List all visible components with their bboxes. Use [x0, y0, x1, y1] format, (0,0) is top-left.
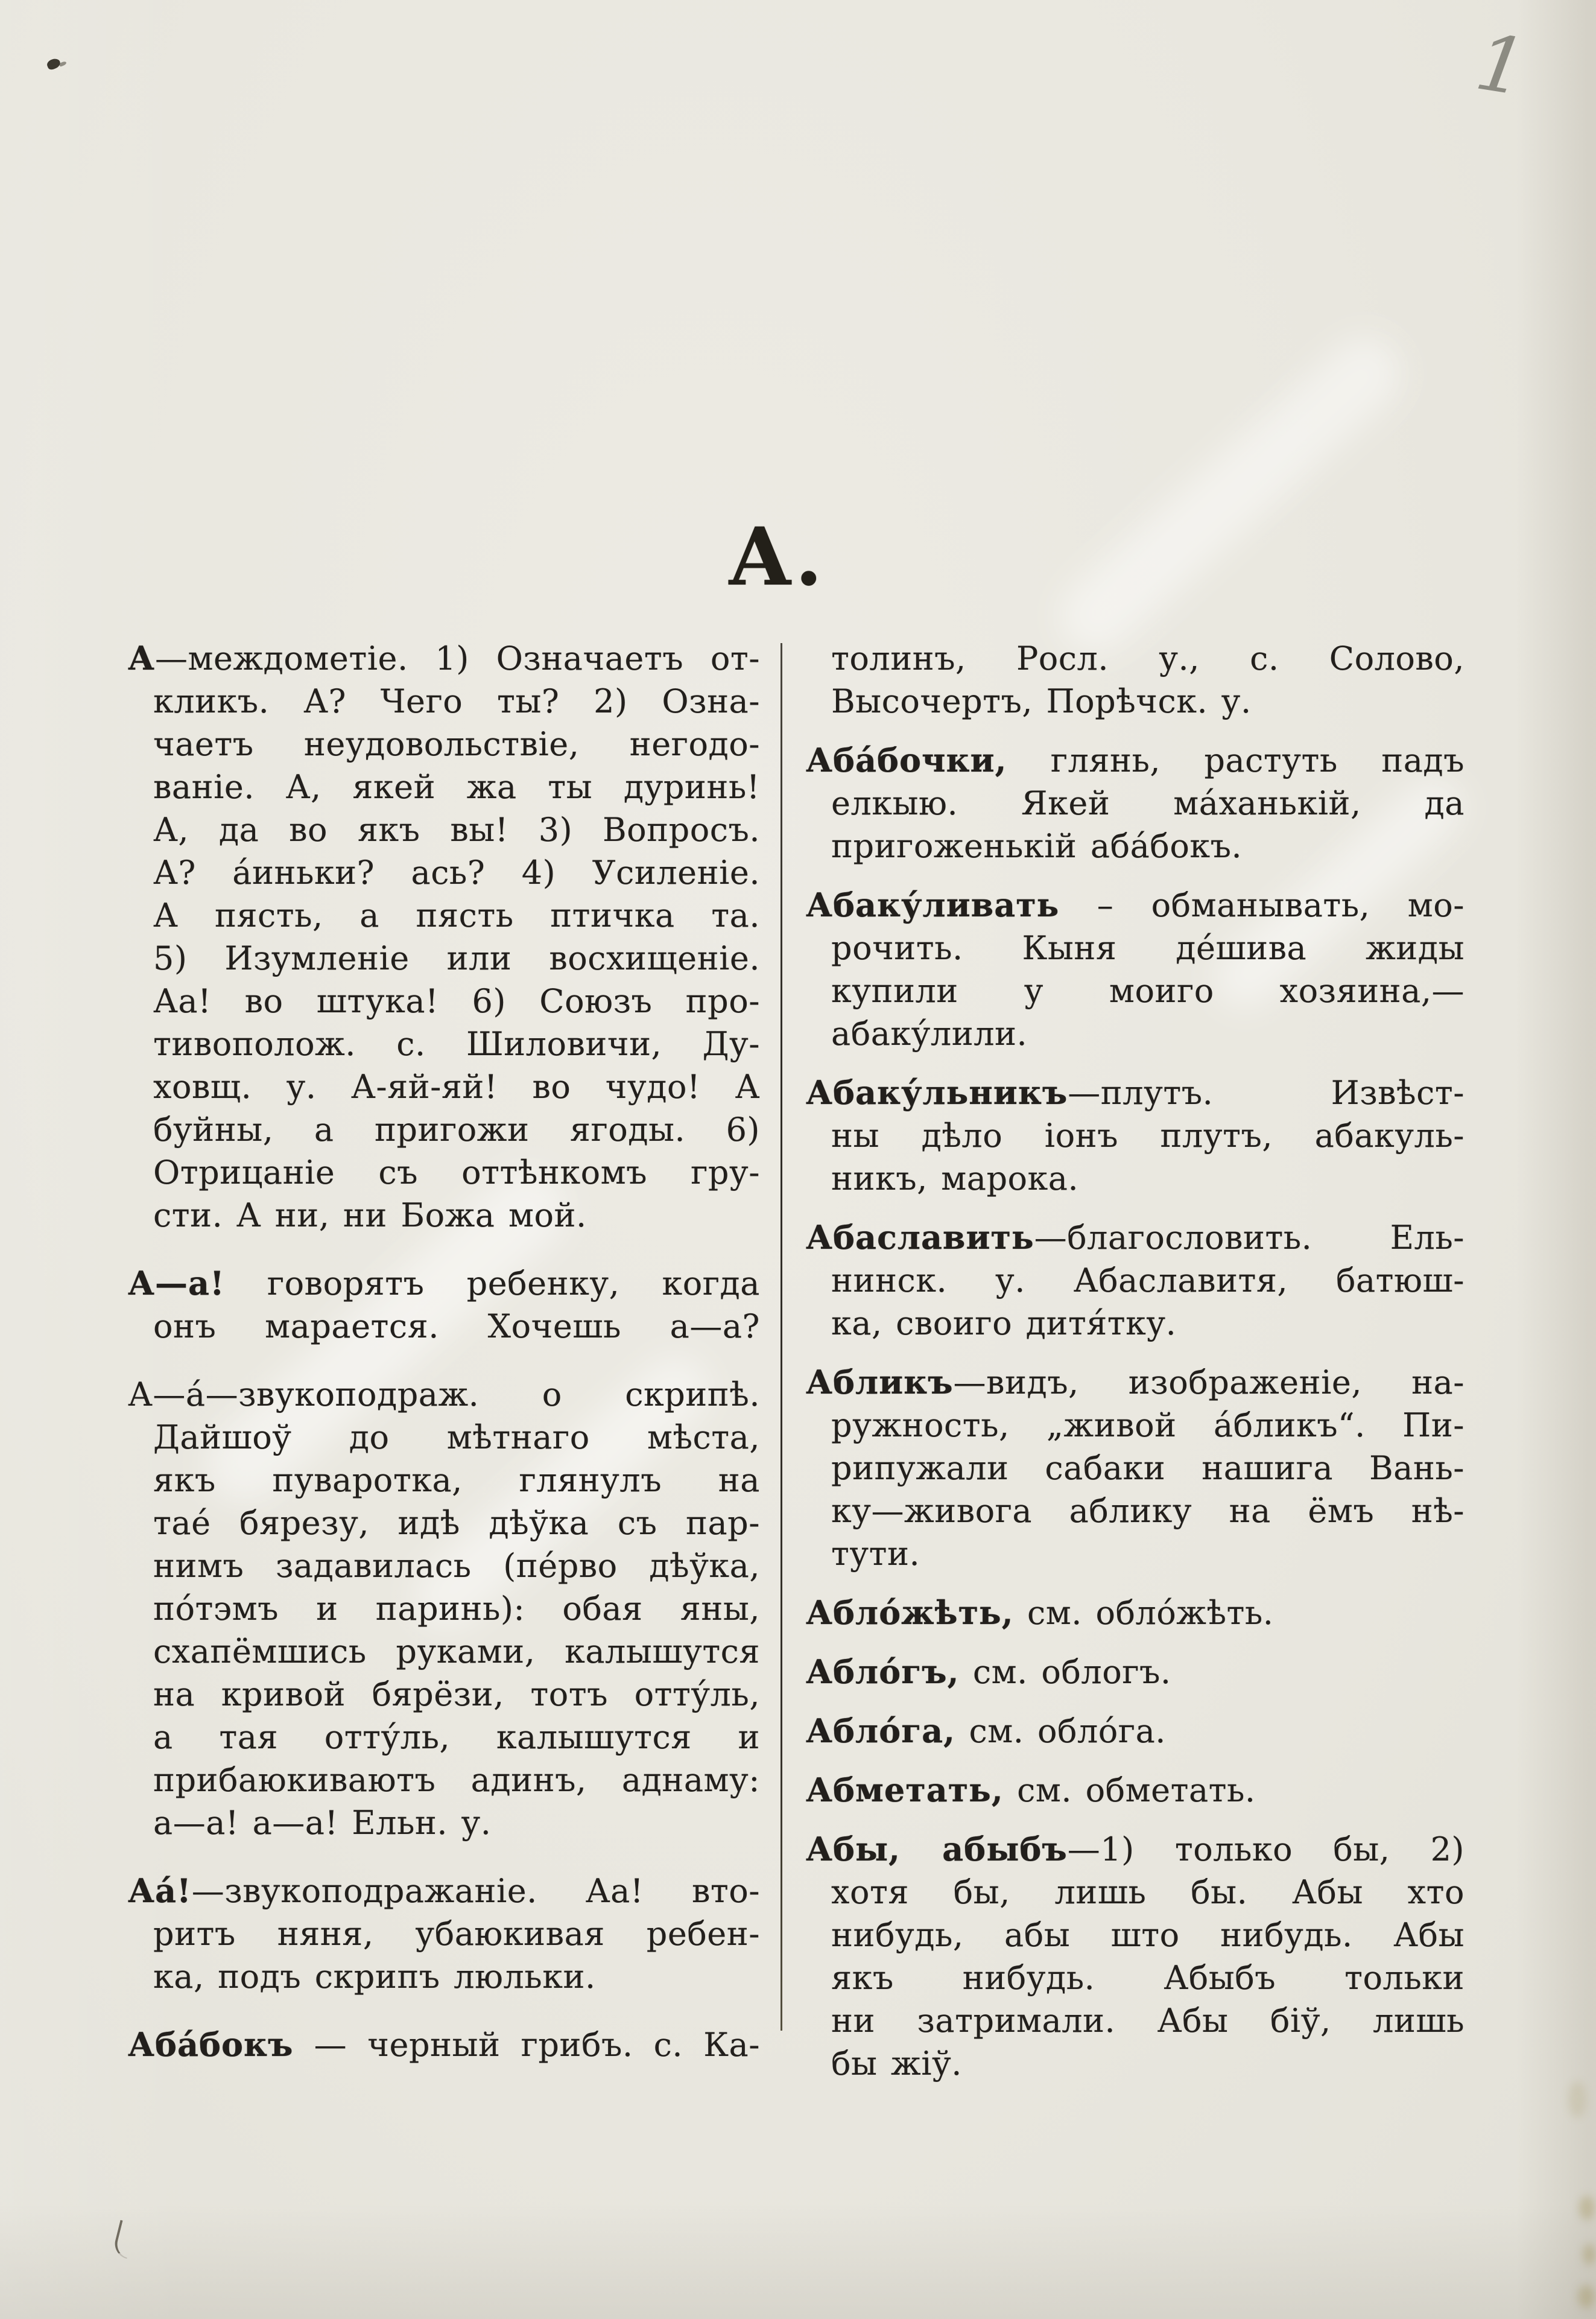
text-line: ны дѣло іонъ плутъ, абакуль- — [831, 1117, 1465, 1155]
text-line: якъ пуваротка, глянулъ на — [153, 1461, 760, 1499]
text-line: Абаку́льникъ—плутъ. Извѣст- — [806, 1073, 1465, 1112]
text-line: Аба́бочки, глянь, растуть падъ — [806, 741, 1465, 779]
headword: Аба́бокъ — [128, 2025, 294, 2064]
headword: Абло́гъ, — [806, 1652, 960, 1691]
text-line: ка, подъ скрипъ люльки. — [153, 1958, 596, 1996]
text-line: тивополож. с. Шиловичи, Ду- — [153, 1025, 760, 1063]
headword: Аба́бочки, — [806, 741, 1007, 779]
dictionary-entry — [806, 1651, 1465, 1693]
headword: Абло́га, — [806, 1711, 955, 1750]
page-edge-stain — [1579, 2196, 1595, 2220]
dictionary-entry — [806, 1828, 1465, 2085]
text-line: бы жіў. — [831, 2045, 962, 2083]
text-line: Абло́гъ, см. облогъ. — [806, 1652, 1171, 1691]
text-line: Отрицаніе съ оттѣнкомъ гру- — [153, 1153, 760, 1191]
dictionary-entry — [128, 1373, 760, 1844]
text-line: ритъ няня, убаюкивая ребен- — [153, 1915, 760, 1953]
text-line: ка, своиго дитя́тку. — [831, 1304, 1177, 1342]
text-line: нимъ задавилась (пе́рво дѣўка, — [153, 1547, 760, 1585]
headword: А—а! — [128, 1264, 225, 1302]
text-line: А, да во якъ вы! 3) Вопросъ. — [153, 811, 760, 849]
headword: Аа́! — [128, 1871, 192, 1910]
text-line: чаетъ неудовольствіе, негодо- — [153, 725, 760, 763]
text-line: по́тэмъ и паринь): обая яны, — [153, 1590, 760, 1628]
dictionary-entry — [128, 1870, 760, 1998]
stray-pen-mark — [112, 2220, 136, 2259]
text-line: Высочертъ, Порѣчск. у. — [831, 682, 1252, 720]
text-line: кликъ. А? Чего ты? 2) Озна- — [153, 682, 760, 720]
text-line: нинск. у. Абаславитя, батюш- — [831, 1261, 1465, 1299]
headword: Абметать, — [806, 1771, 1004, 1809]
text-line: а—а! а—а! Ельн. у. — [153, 1804, 492, 1842]
section-heading-letter: А. — [727, 510, 825, 604]
text-line: никъ, марока. — [831, 1160, 1079, 1198]
scan-watermark-streak — [1045, 323, 1416, 667]
text-line: Абаку́ливать – обманывать, мо- — [806, 886, 1465, 924]
text-line: на кривой бярёзи, тотъ отту́ль, — [153, 1675, 760, 1713]
text-line: Абло́жѣть, см. обло́жѣть. — [806, 1593, 1274, 1632]
headword: Абаславить — [806, 1218, 1034, 1257]
page-edge-stain — [1578, 2285, 1595, 2308]
headword: Абло́жѣть, — [806, 1593, 1014, 1632]
text-line: А пясть, а пясть птичка та. — [153, 896, 760, 934]
text-line: Абы, абыбъ—1) только бы, 2) — [806, 1830, 1465, 1868]
text-line: ружность, „живой а́бликъ“. Пи- — [831, 1406, 1465, 1444]
text-line: сти. А ни, ни Божа мой. — [153, 1196, 587, 1234]
dictionary-entry — [806, 1216, 1465, 1345]
text-line: Абаславить—благословить. Ель- — [806, 1218, 1465, 1257]
dictionary-entry — [806, 1361, 1465, 1575]
text-line: абаку́лили. — [831, 1015, 1028, 1053]
text-column-right — [806, 637, 1465, 2101]
dictionary-entry — [806, 1071, 1465, 1200]
text-line: хотя бы, лишь бы. Абы хто — [831, 1873, 1465, 1911]
headword: Абаку́льникъ — [806, 1073, 1068, 1112]
dictionary-entry — [806, 1710, 1465, 1753]
text-line: ховщ. у. А-яй-яй! во чудо! А — [153, 1068, 760, 1106]
dictionary-entry — [806, 884, 1465, 1055]
text-line: толинъ, Росл. у., с. Солово, — [831, 639, 1465, 677]
headword: Абликъ — [806, 1363, 954, 1401]
text-line: ку—живога аблику на ёмъ нѣ- — [831, 1492, 1465, 1530]
text-line: Аба́бокъ — черный грибъ. с. Ка- — [128, 2025, 760, 2064]
text-line: купили у моиго хозяина,— — [831, 972, 1465, 1010]
page-edge-stain — [1568, 2081, 1586, 2118]
text-line: Абметать, см. обметать. — [806, 1771, 1256, 1809]
text-line: рочить. Кыня де́шива жиды — [831, 929, 1465, 967]
headword: А — [128, 639, 155, 677]
text-line: Абло́га, см. обло́га. — [806, 1711, 1166, 1750]
dictionary-entry — [806, 637, 1465, 723]
dictionary-entry — [128, 2023, 760, 2066]
text-line: рипужали сабаки нашига Вань- — [831, 1449, 1465, 1487]
ink-speck — [46, 57, 62, 71]
text-line: Аа! во штука! 6) Союзъ про- — [153, 982, 760, 1020]
handwritten-page-number: 1 — [1469, 17, 1533, 114]
headword: Абаку́ливать — [806, 886, 1060, 924]
text-line: Аа́!—звукоподражаніе. Аа! вто- — [128, 1871, 760, 1910]
text-line: ваніе. А, якей жа ты дуринь! — [153, 768, 760, 806]
text-line: нибудь, абы што нибудь. Абы — [831, 1916, 1465, 1954]
dictionary-entry — [128, 637, 760, 1237]
headword: Абы, абыбъ — [806, 1830, 1068, 1868]
text-line: А—междометіе. 1) Означаетъ от- — [128, 639, 760, 677]
text-column-left — [128, 637, 760, 2092]
dictionary-entry — [128, 1262, 760, 1348]
text-line: тути. — [831, 1535, 920, 1573]
dictionary-entry — [806, 739, 1465, 868]
text-line: тае́ бярезу, идѣ дѣўка съ пар- — [153, 1504, 760, 1542]
page-edge-stain — [1583, 2244, 1596, 2265]
text-line: А—а! говорятъ ребенку, когда — [128, 1264, 760, 1302]
dictionary-entry — [806, 1591, 1465, 1634]
text-line: а тая отту́ль, калышутся и — [153, 1718, 760, 1756]
text-line: Дайшоў до мѣтнаго мѣста, — [153, 1418, 760, 1456]
text-line: елкыю. Якей ма́ханькій, да — [831, 784, 1465, 822]
text-line: пригоженькій аба́бокъ. — [831, 827, 1243, 865]
text-line: схапёмшись руками, калышутся — [153, 1632, 760, 1670]
text-line: якъ нибудь. Абыбъ тольки — [831, 1959, 1465, 1997]
text-line: буйны, а пригожи ягоды. 6) — [153, 1111, 760, 1149]
text-line: прибаюкиваютъ адинъ, аднаму: — [153, 1761, 760, 1799]
column-divider-rule — [781, 643, 782, 2031]
text-line: Абликъ—видъ, изображеніе, на- — [806, 1363, 1465, 1401]
text-line: 5) Изумленіе или восхищеніе. — [153, 939, 760, 977]
text-line: А? а́иньки? ась? 4) Усиленіе. — [153, 854, 760, 892]
dictionary-entry — [806, 1769, 1465, 1812]
text-line: онъ марается. Хочешь а—а? — [153, 1307, 760, 1345]
text-line: ни затримали. Абы біў, лишь — [831, 2002, 1465, 2040]
text-line: А—а́—звукоподраж. о скрипѣ. — [128, 1375, 760, 1413]
